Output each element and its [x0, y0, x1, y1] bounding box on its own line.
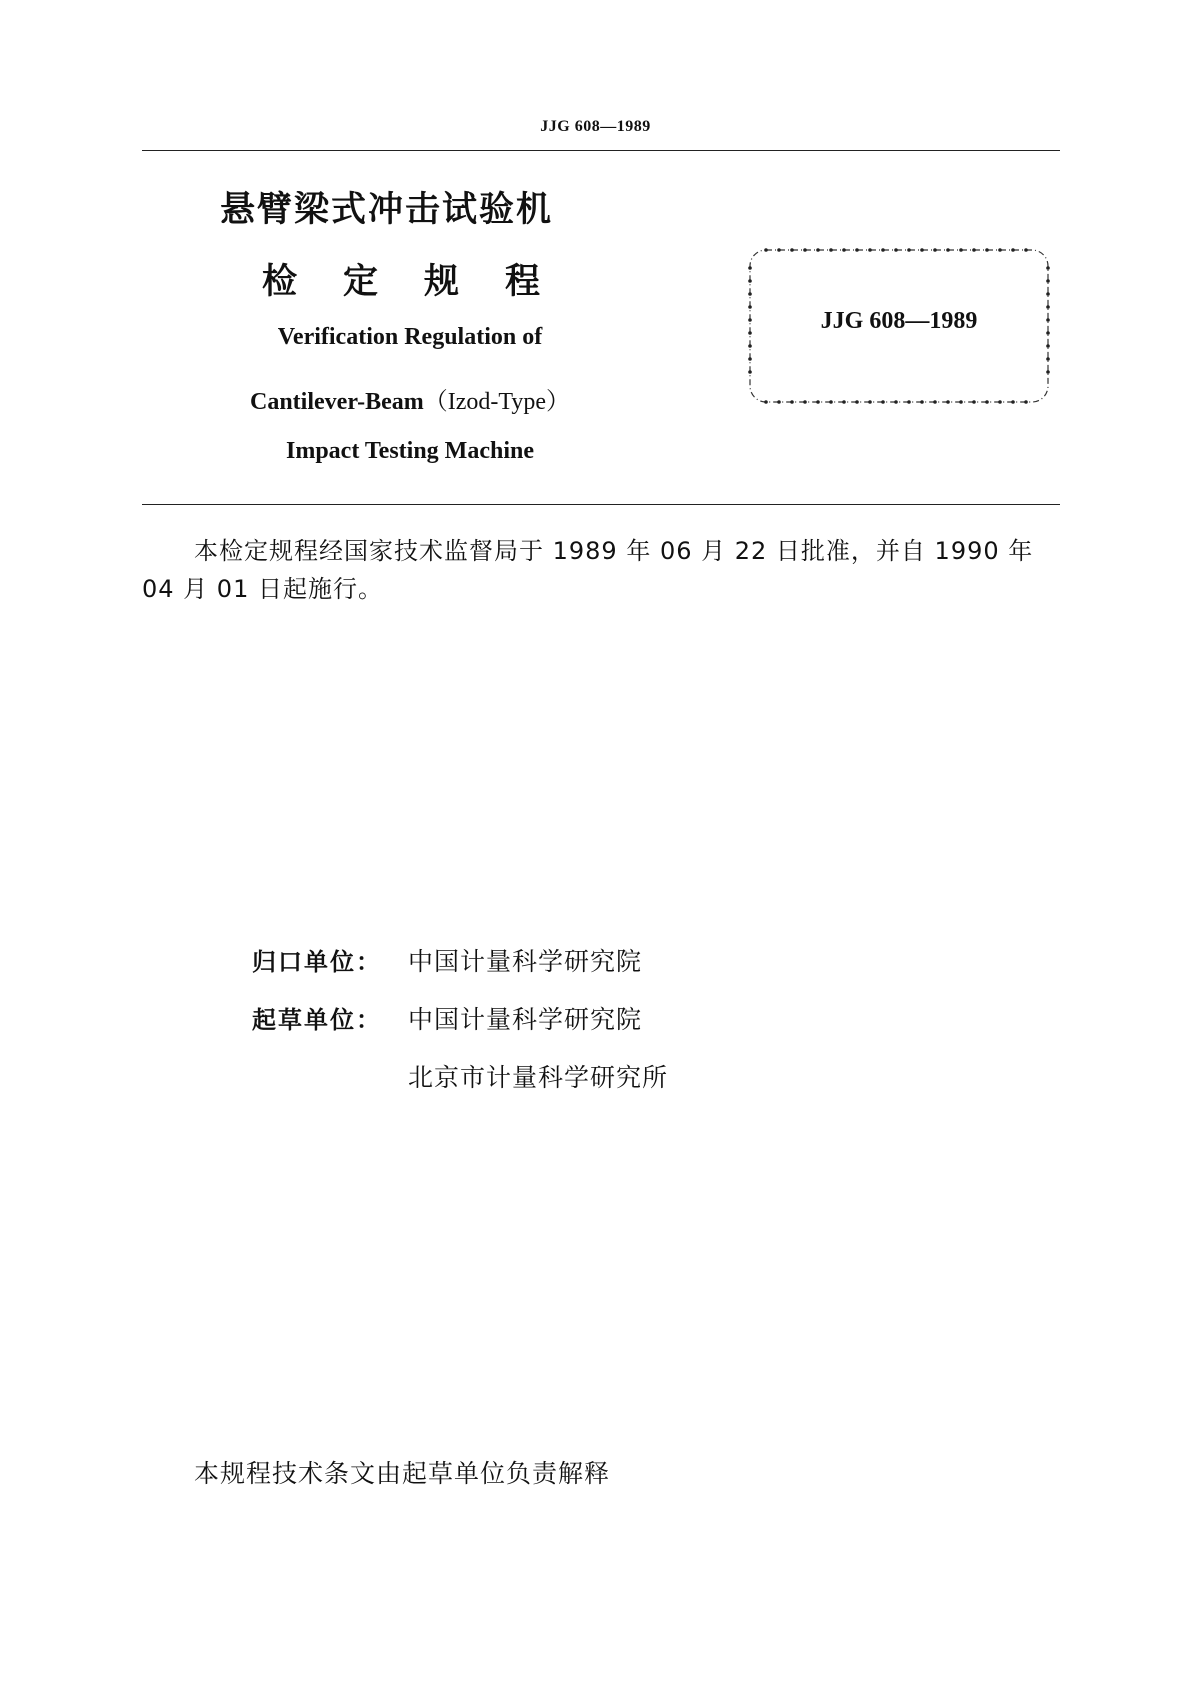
running-header-code: JJG 608—1989: [540, 118, 651, 135]
title-english-line2: [150, 381, 670, 416]
title-char-4: 程: [505, 262, 541, 302]
interpretation-note: 本规程技术条文由起草单位负责解释: [194, 1459, 611, 1488]
title-english-bold-part: Cantilever-Beam: [250, 389, 424, 415]
title-block-rule: [142, 504, 1060, 505]
title-char-3: 规: [424, 262, 460, 302]
drafting-unit-value-1: 中国计量科学研究院: [408, 1005, 643, 1034]
title-chinese-line2: [262, 254, 586, 304]
code-box-text: JJG 608—1989: [820, 308, 978, 334]
drafting-unit-label: 起草单位：: [252, 1006, 382, 1034]
title-english-line3: Impact Testing Machine: [285, 438, 534, 464]
approval-paragraph: 本检定规程经国家技术监督局于 1989 年 06 月 22 日批准，并自 1990 年 04 月 01 日起施行。: [142, 537, 1034, 603]
title-english-line1: Verification Regulation of: [277, 324, 543, 350]
title-english-paren-part: （Izod-Type）: [423, 389, 570, 415]
title-chinese-line1: 悬臂梁式冲击试验机: [220, 190, 554, 230]
responsible-unit-label: 归口单位：: [252, 948, 382, 976]
title-char-1: 检: [262, 262, 298, 302]
responsible-unit-value: 中国计量科学研究院: [408, 947, 643, 976]
title-char-2: 定: [343, 262, 379, 302]
drafting-unit-value-2: 北京市计量科学研究所: [408, 1063, 669, 1092]
header-rule: [142, 150, 1060, 151]
code-box: [746, 246, 1052, 406]
